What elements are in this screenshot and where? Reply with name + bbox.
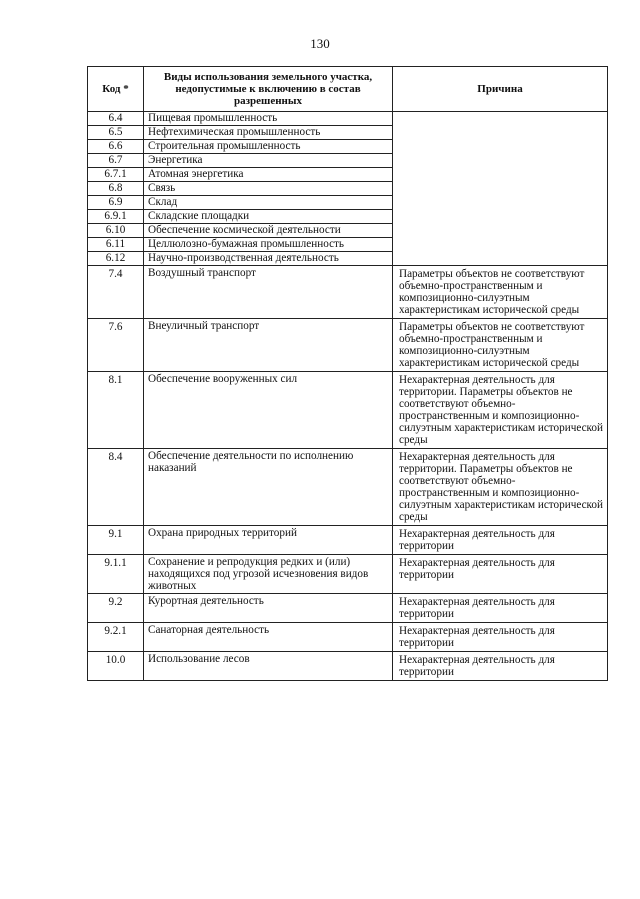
row-use: Научно-производственная деятельность (144, 252, 393, 266)
row-code: 6.10 (88, 224, 144, 238)
header-code: Код * (88, 67, 144, 112)
row-use: Сохранение и репродукция редких и (или) находящихся под угрозой исчезновения видов животных (144, 555, 393, 594)
row-code: 9.2 (88, 594, 144, 623)
row-code: 8.1 (88, 372, 144, 449)
row-use: Складские площадки (144, 210, 393, 224)
table-row (88, 372, 608, 449)
row-code: 9.1.1 (88, 555, 144, 594)
row-use: Охрана природных территорий (144, 526, 393, 555)
row-code: 6.7 (88, 154, 144, 168)
row-reason: Нехарактерная деятельность для территории. Параметры объектов не соответствуют объемно-пространственным и композиционно-силуэтным характеристикам исторической среды (393, 372, 608, 449)
row-code: 8.4 (88, 449, 144, 526)
row-use: Склад (144, 196, 393, 210)
table-row (88, 319, 608, 372)
row-reason: Нехарактерная деятельность для территории (393, 526, 608, 555)
row-use: Атомная энергетика (144, 168, 393, 182)
row-code: 9.1 (88, 526, 144, 555)
row-use: Воздушный транспорт (144, 266, 393, 319)
table-row (88, 555, 608, 594)
table-row (88, 623, 608, 652)
row-code: 6.9 (88, 196, 144, 210)
table-row (88, 449, 608, 526)
table-body (88, 112, 608, 681)
row-reason-empty (393, 112, 608, 266)
page-number: 130 (310, 36, 330, 51)
row-reason: Нехарактерная деятельность для территории. Параметры объектов не соответствуют объемно-пространственным и композиционно-силуэтным характеристикам исторической среды (393, 449, 608, 526)
table-row (88, 652, 608, 681)
row-use: Энергетика (144, 154, 393, 168)
row-code: 6.9.1 (88, 210, 144, 224)
row-code: 6.5 (88, 126, 144, 140)
row-use: Обеспечение деятельности по исполнению наказаний (144, 449, 393, 526)
row-reason: Нехарактерная деятельность для территории (393, 623, 608, 652)
table-row (88, 112, 608, 126)
table-header-row (88, 67, 608, 112)
row-reason: Параметры объектов не соответствуют объемно-пространственным и композиционно-силуэтным характеристикам исторической среды (393, 266, 608, 319)
row-code: 6.4 (88, 112, 144, 126)
row-code: 9.2.1 (88, 623, 144, 652)
row-reason: Нехарактерная деятельность для территории (393, 652, 608, 681)
row-use: Строительная промышленность (144, 140, 393, 154)
header-use: Виды использования земельного участка, недопустимые к включению в состав разрешенных (144, 67, 393, 112)
table-row (88, 526, 608, 555)
row-code: 7.4 (88, 266, 144, 319)
row-reason: Нехарактерная деятельность для территории (393, 555, 608, 594)
row-code: 6.12 (88, 252, 144, 266)
row-code: 6.6 (88, 140, 144, 154)
row-use: Обеспечение вооруженных сил (144, 372, 393, 449)
table-row (88, 266, 608, 319)
row-code: 7.6 (88, 319, 144, 372)
table-row (88, 594, 608, 623)
row-use: Целлюлозно-бумажная промышленность (144, 238, 393, 252)
row-reason: Параметры объектов не соответствуют объемно-пространственным и композиционно-силуэтным характеристикам исторической среды (393, 319, 608, 372)
row-use: Связь (144, 182, 393, 196)
row-reason: Нехарактерная деятельность для территории (393, 594, 608, 623)
row-use: Обеспечение космической деятельности (144, 224, 393, 238)
row-use: Нефтехимическая промышленность (144, 126, 393, 140)
header-reason: Причина (393, 67, 608, 112)
restricted-uses-table (87, 66, 608, 681)
row-code: 6.8 (88, 182, 144, 196)
row-use: Внеуличный транспорт (144, 319, 393, 372)
row-use: Курортная деятельность (144, 594, 393, 623)
row-use: Санаторная деятельность (144, 623, 393, 652)
row-code: 6.11 (88, 238, 144, 252)
row-code: 6.7.1 (88, 168, 144, 182)
row-use: Пищевая промышленность (144, 112, 393, 126)
row-code: 10.0 (88, 652, 144, 681)
row-use: Использование лесов (144, 652, 393, 681)
